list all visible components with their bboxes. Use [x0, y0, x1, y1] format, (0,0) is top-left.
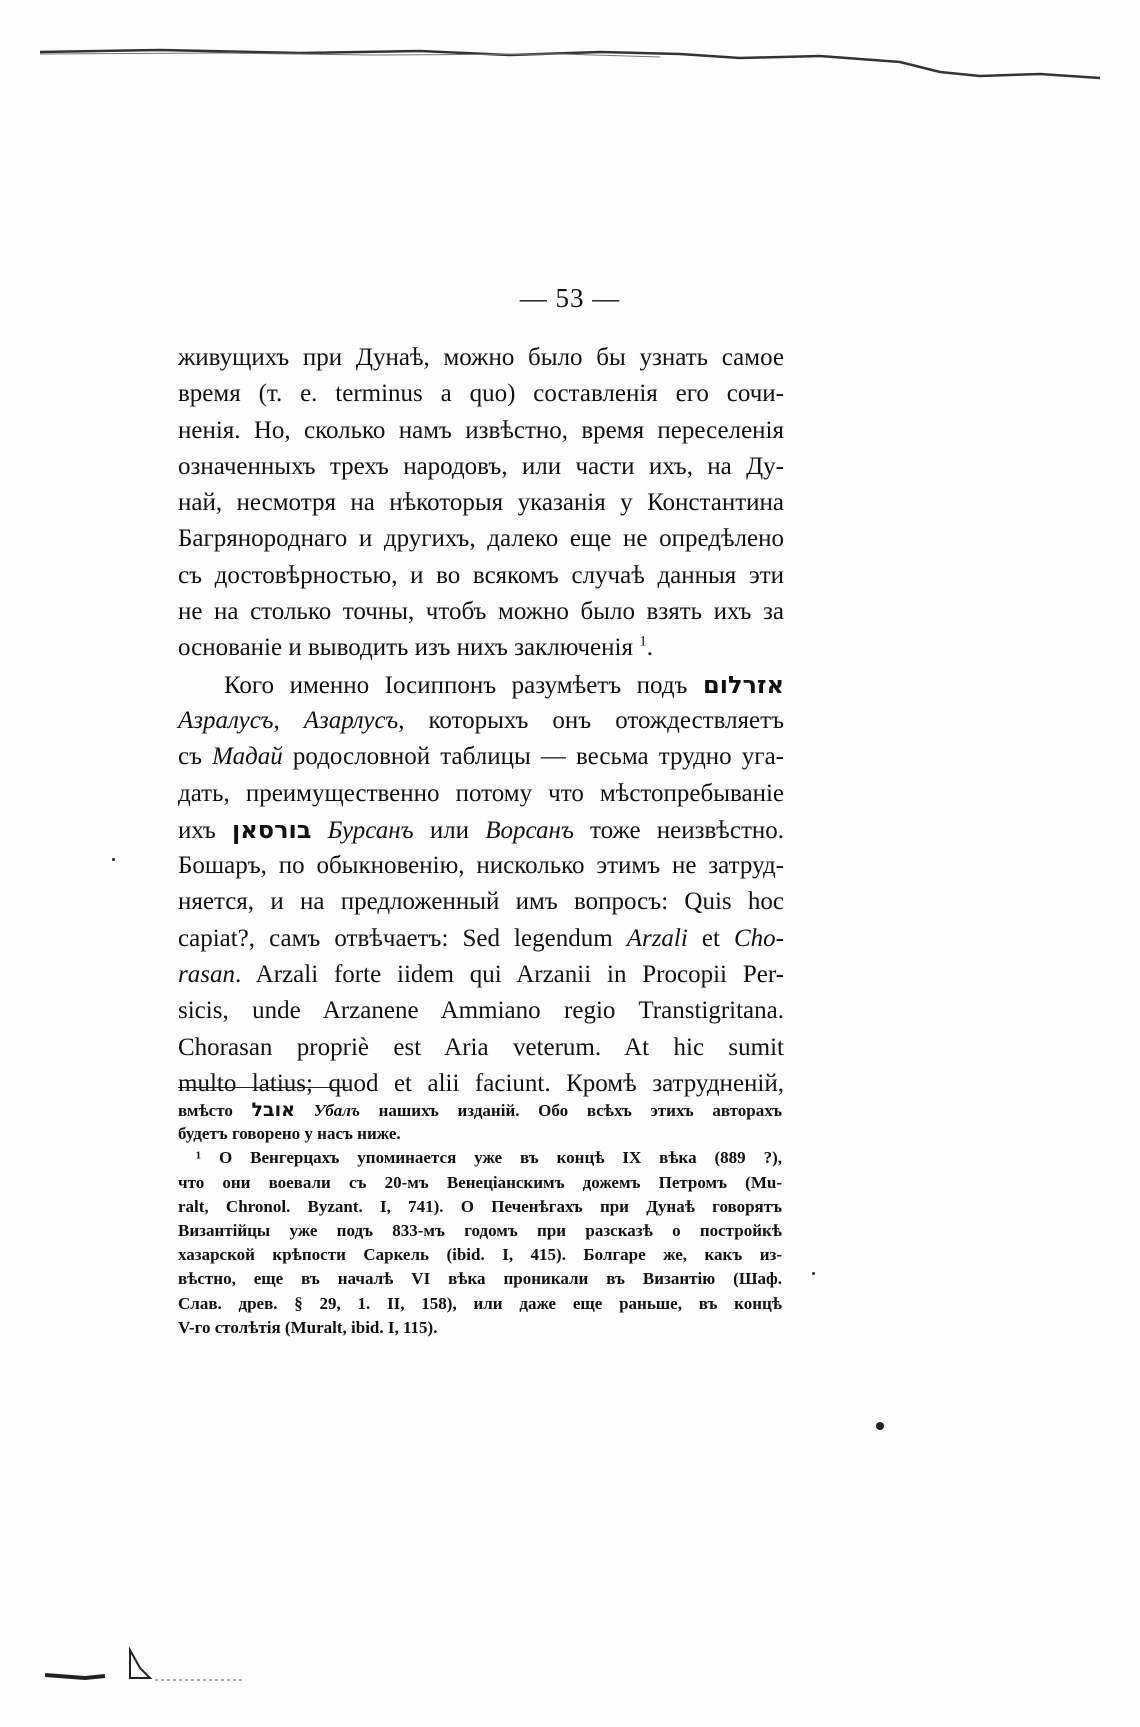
footnote-line: Византійцы уже подъ 833-мъ годомъ при разсказѣ о постройкѣ [178, 1220, 782, 1240]
text-line: Азралусъ, Азарлусъ, которыхъ онъ отождествляетъ [178, 706, 785, 734]
footnotes [178, 1098, 782, 1340]
footnote-divider [178, 1087, 348, 1088]
ink-speck [112, 858, 115, 861]
footnote-line: что они воевали съ 20-мъ Венеціанскимъ дожемъ Петромъ (Mu- [178, 1172, 782, 1192]
footnote-line: Слав. древ. § 29, 1. II, 158), или даже еще раньше, въ концѣ [178, 1293, 782, 1313]
page-number: — 53 — [519, 283, 621, 313]
hebrew-word: אזרלום [703, 670, 784, 699]
text-line-paragraph-start: Кого именно Іосиппонъ разумѣетъ подъ אזרלום [224, 670, 784, 699]
hebrew-word: בורסאן [232, 815, 312, 844]
text-line: съ Мадай родословной таблицы — весьма трудно уга- [178, 743, 784, 771]
text-line: няется, и на предложенный имъ вопросъ: Quis hoc [178, 888, 784, 916]
text-line: rasan. Arzali forte iidem qui Arzanii in Procopii Per- [178, 961, 784, 989]
torn-top-edge [40, 40, 1100, 100]
text-line: sicis, unde Arzanene Ammiano regio Transtigritana. [178, 997, 784, 1025]
footnote-line: хазарской крѣпости Саркель (ibid. I, 415). Болгаре же, какъ из- [178, 1245, 782, 1265]
ink-speck [812, 1272, 815, 1275]
text-line: Chorasan propriè est Aria veterum. At hic sumit [178, 1033, 784, 1061]
text-line: живущихъ при Дунаѣ, можно было бы узнать самое [178, 344, 784, 371]
footnote-line: вѣстно, еще въ началѣ VI вѣка проникали въ Византію (Шаф. [178, 1269, 782, 1289]
text-line: съ достовѣрностью, и во всякомъ случаѣ данныя эти [178, 561, 784, 589]
text-line: ихъ בורסאן Бурсанъ или Ворсанъ тоже неизвѣстно. [178, 815, 785, 844]
footnote-line: ralt, Chronol. Byzant. I, 741). О Печенѣгахъ при Дунаѣ говорятъ [178, 1196, 782, 1216]
text-line: capiat?, самъ отвѣчаетъ: Sed legendum Arzali et Cho- [178, 924, 784, 952]
footnote-line: V-го столѣтія (Muralt, ibid. I, 115). [178, 1317, 438, 1337]
text-line: основаніе и выводить изъ нихъ заключенія $^1$. [178, 634, 653, 662]
text-line: время (т. е. terminus a quo) составленія его сочи- [178, 380, 784, 408]
text-line: Багрянороднаго и другихъ, далеко еще не опредѣлено [178, 525, 784, 553]
scan-artifact-bottom [45, 1640, 265, 1690]
text-line: най, несмотря на нѣкоторыя указанія у Константина [178, 489, 784, 517]
footnote-line: ¹ О Венгерцахъ упоминается уже въ концѣ IX вѣка (889 ?), [196, 1148, 782, 1168]
text-line: multo latius; quod et alii faciunt. Кромѣ затрудненій, [178, 1069, 784, 1097]
text-line: не на столько точны, чтобъ можно было взять ихъ за [178, 598, 784, 626]
text-line: дать, преимущественно потому что мѣстопребываніе [178, 779, 784, 807]
main-text [178, 340, 784, 1102]
hebrew-word: אובל [251, 1099, 295, 1121]
footnote-ref: 1 [639, 634, 647, 651]
text-line: Бошаръ, по обыкновенію, нисколько этимъ не затруд- [178, 852, 784, 880]
footnote-line: вмѣсто אובל Убалъ нашихъ изданій. Обо всѣхъ этихъ авторахъ [178, 1099, 782, 1121]
text-line: ненія. Но, сколько намъ извѣстно, время переселенія [178, 416, 784, 444]
ink-speck [876, 1422, 884, 1430]
footnote-line: будетъ говорено у насъ ниже. [178, 1124, 401, 1144]
text-line: означенныхъ трехъ народовъ, или части ихъ, на Ду- [178, 452, 784, 480]
